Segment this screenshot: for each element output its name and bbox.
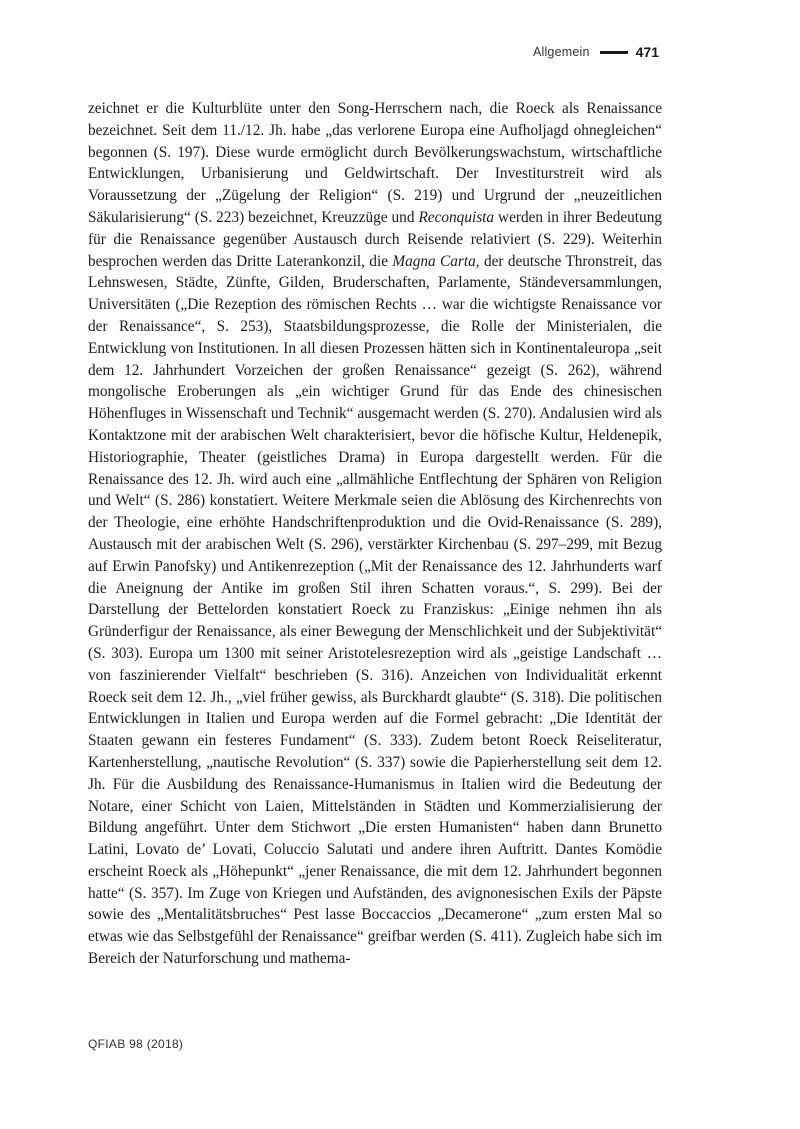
italic-term-magna-carta: Magna Carta [392, 252, 476, 270]
section-title: Allgemein [532, 45, 590, 59]
header-rule [600, 51, 628, 54]
body-paragraph [88, 98, 662, 970]
body-text-segment: zeichnet er die Kulturblüte unter den Song-Herrschern nach, die Roeck als Renaissance bezeichnet. Seit dem 11./12. Jh. habe „das verlorene Europa eine Aufholjagd ohnegleichen“ begonnen (S. 197). Diese wurde ermöglicht durch Bevölkerungswachstum, wirtschaftliche Entwicklungen, Urbanisierung und Geldwirtschaft. Der Investiturstreit wird als Voraussetzung der „Zügelung der Religion“ (S. 219) und Urgrund der „neuzeitlichen Säkularisierung“ (S. 223) bezeichnet, Kreuzzüge und [88, 100, 662, 226]
body-text-segment: , der deutsche Thronstreit, das Lehnswesen, Städte, Zünfte, Gilden, Bruderschaften, Parlamente, Ständeversammlungen, Universitäten („Die Rezeption des römischen Rechts … war die wichtigste Renaissance vor der Renaissance“, S. 253), Staatsbildungsprozesse, die Rolle der Ministerialen, die Entwicklung von Institutionen. In all diesen Prozessen hätten sich in Kontinentaleuropa „seit dem 12. Jahrhundert Vorzeichen der großen Renaissance“ gezeigt (S. 262), während mongolische Eroberungen als „ein wichtiger Grund für das Ende des chinesischen Höhenfluges in Wissenschaft und Technik“ ausgemacht werden (S. 270). Andalusien wird als Kontaktzone mit der arabischen Welt charakterisiert, bevor die höfische Kultur, Heldenepik, Historiographie, Theater (geistliches Drama) in Europa dargestellt werden. Für die Renaissance des 12. Jh. wird auch eine „allmähliche Entflechtung der Sphären von Religion und Welt“ (S. 286) konstatiert. Weitere Merkmale seien die Ablösung des Kirchenrechts von der Theologie, eine erhöhte Handschriftenproduktion und die Ovid-Renaissance (S. 289), Austausch mit der arabischen Welt (S. 296), verstärkter Kirchenbau (S. 297–299, mit Bezug auf Erwin Panofsky) und Antikenrezeption („Mit der Renaissance des 12. Jahrhunderts warf die Aneignung der Antike im großen Stil ihren Schatten voraus.“, S. 299). Bei der Darstellung der Bettelorden konstatiert Roeck zu Franziskus: „Einige nehmen ihn als Gründerfigur der Renaissance, als einer Bewegung der Menschlichkeit und der Subjektivität“ (S. 303). Europa um 1300 mit seiner Aristotelesrezeption wird als „geistige Landschaft … von faszinierender Vielfalt“ beschrieben (S. 316). Anzeichen von Individualität erkennt Roeck seit dem 12. Jh., „viel früher gewiss, als Burckhardt glaubte“ (S. 318). Die politischen Entwicklungen in Italien und Europa werden auf die Formel gebracht: „Die Identität der Staaten gewann ein festeres Fundament“ (S. 333). Zudem betont Roeck Reiseliteratur, Kartenherstellung, „nautische Revolution“ (S. 337) sowie die Papierherstellung seit dem 12. Jh. Für die Ausbildung des Renaissance-Humanismus in Italien wird die Bedeutung der Notare, einer Schicht von Laien, Mittelständen in Städten und Kommerzialisierung der Bildung angeführt. Unter dem Stichwort „Die ersten Humanisten“ haben dann Brunetto Latini, Lovato de’ Lovati, Coluccio Salutati und andere ihren Auftritt. Dantes Komödie erscheint Roeck als „Höhepunkt“ „jener Renaissance, die mit dem 12. Jahrhundert begonnen hatte“ (S. 357). Im Zuge von Kriegen und Aufständen, des avignonesischen Exils der Päpste sowie des „Mentalitätsbruches“ Pest lasse Boccaccios „Decamerone“ „zum ersten Mal so etwas wie das Selbstgefühl der Renaissance“ greifbar werden (S. 411). Zugleich habe sich im Bereich der Naturforschung und mathema- [88, 252, 662, 968]
page-number: 471 [635, 44, 659, 60]
body-text-segment: werden in ihrer Bedeutung für die Renaissance gegenüber Austausch durch Reisende relativiert (S. 229). Weiterhin besprochen werden das Dritte Laterankonzil, die [88, 208, 662, 270]
running-head [533, 44, 659, 60]
journal-footer: QFIAB 98 (2018) [88, 1037, 184, 1051]
italic-term-reconquista: Reconquista [418, 208, 495, 226]
